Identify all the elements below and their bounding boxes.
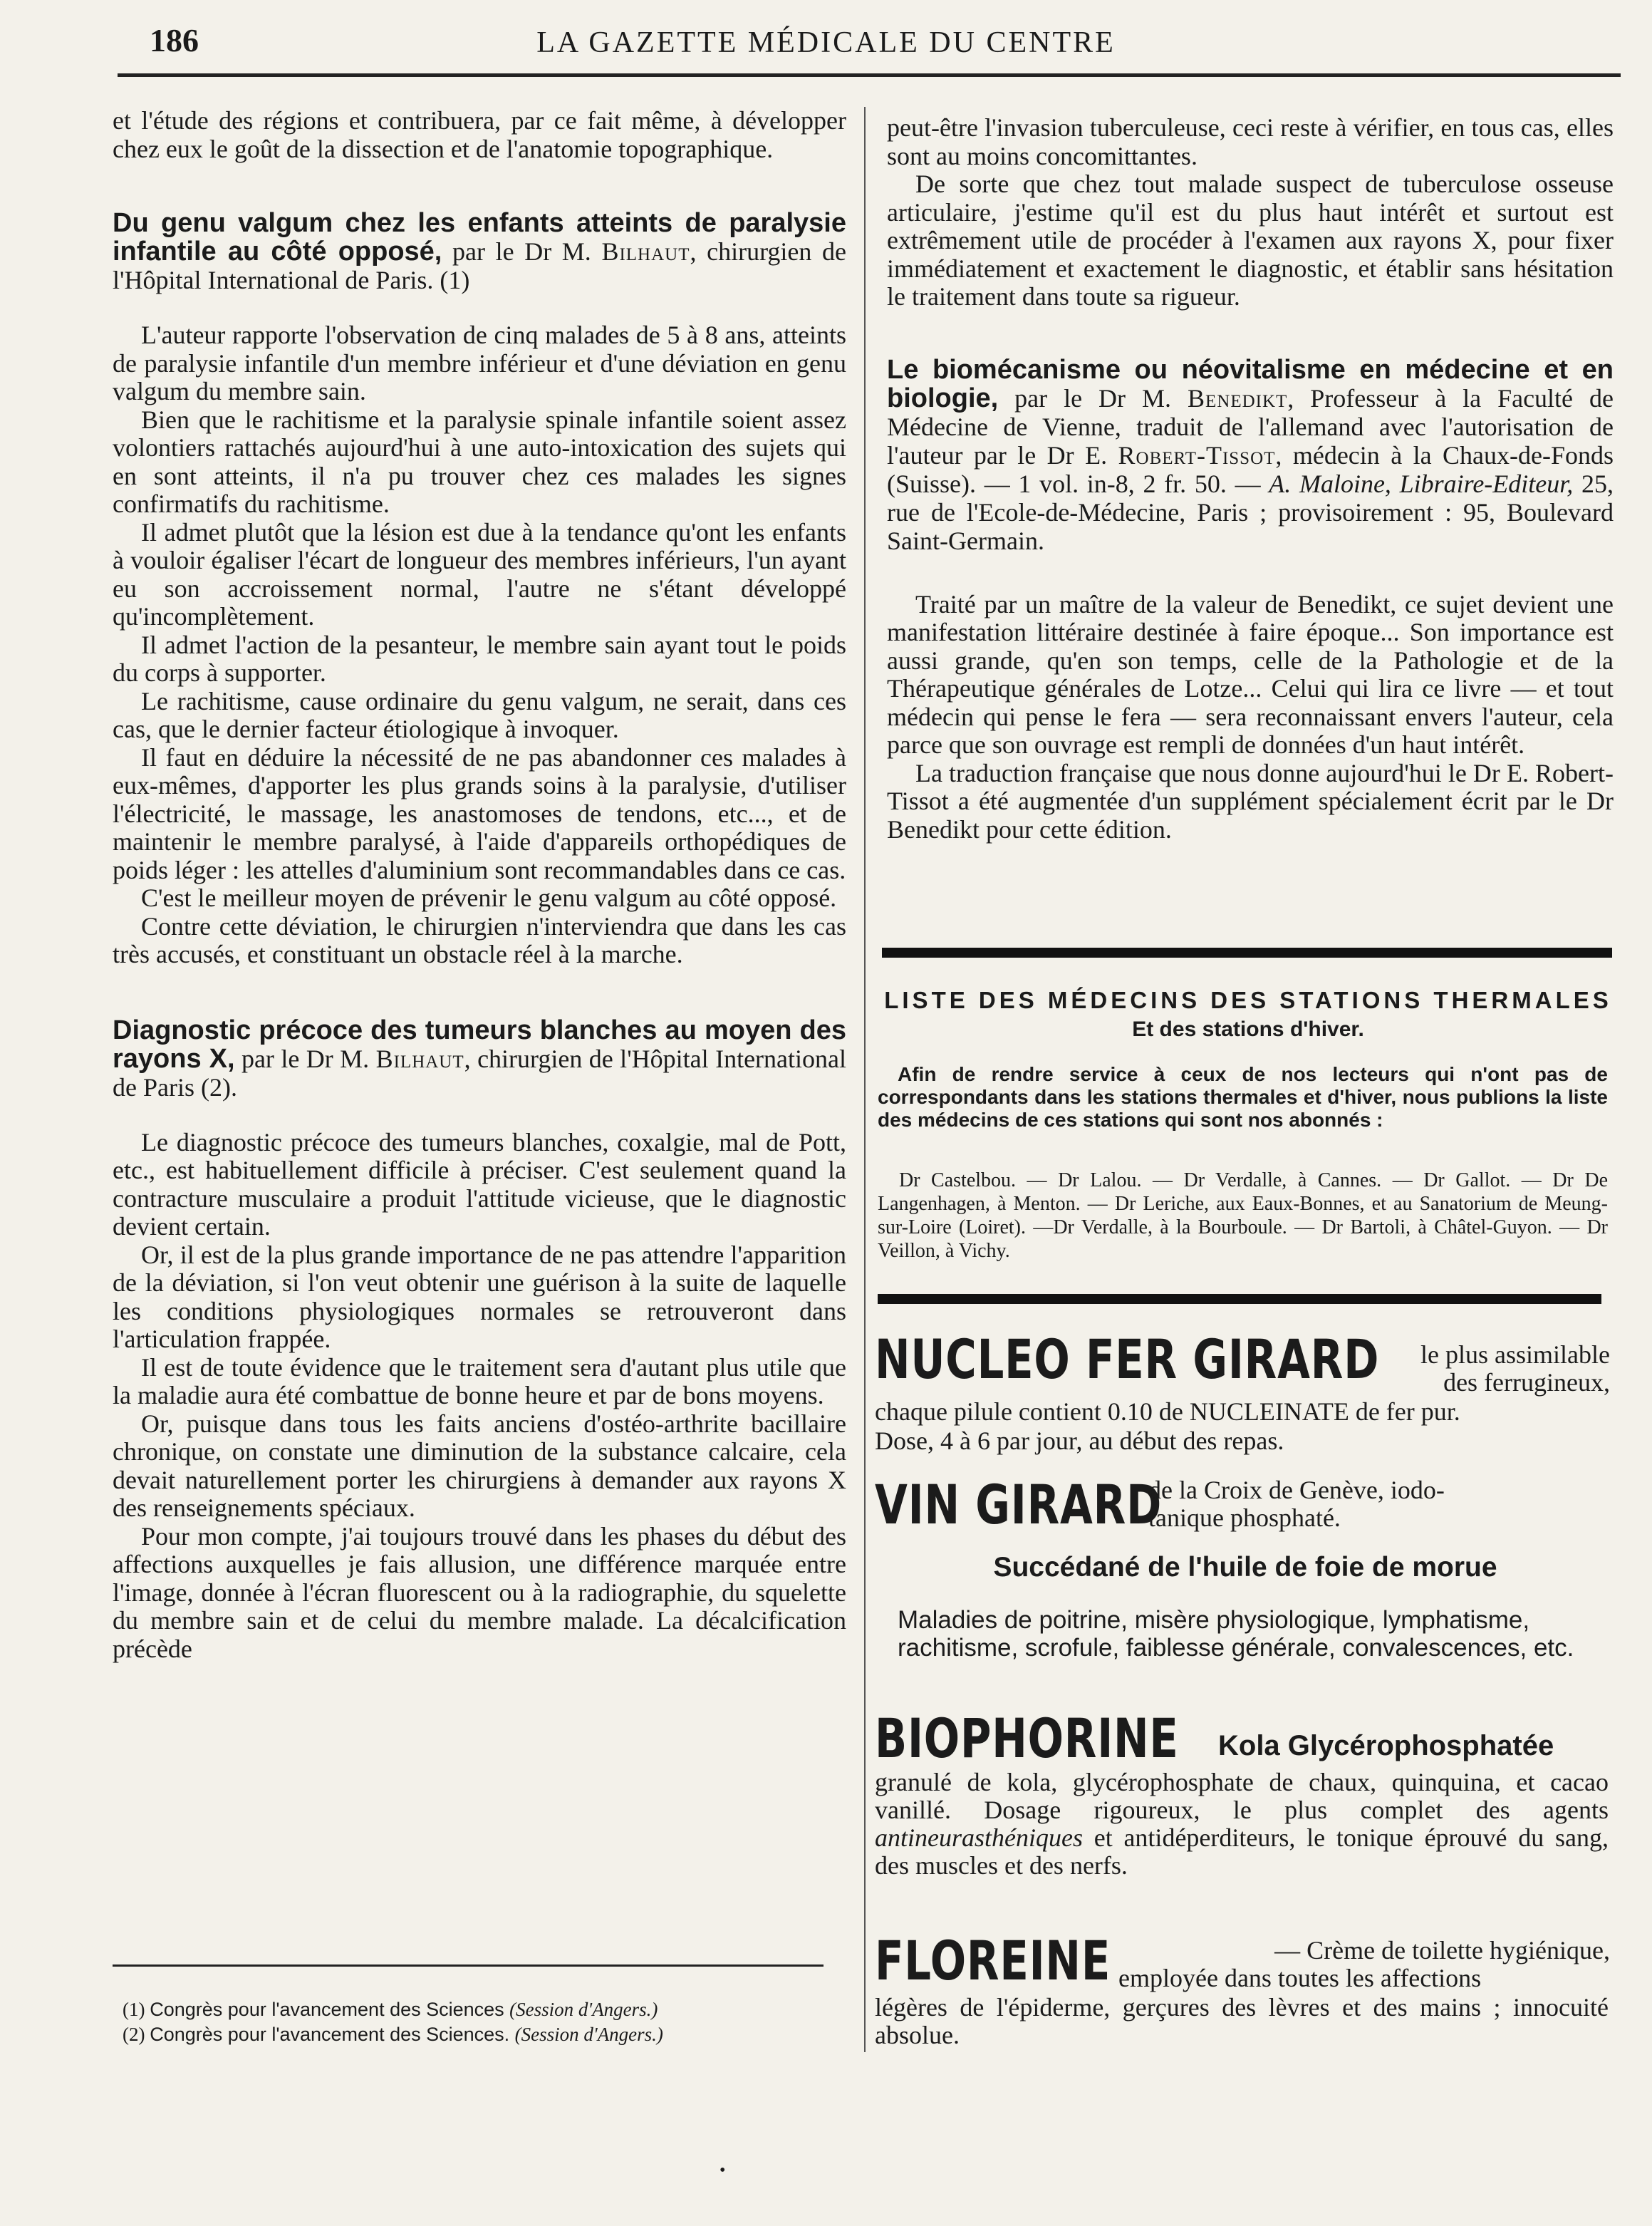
vin-tagline-1: de la Croix de Genève, iodo- — [1148, 1476, 1445, 1504]
footnote-rule — [113, 1964, 824, 1967]
review-author: Benedikt — [1187, 383, 1288, 413]
left-column — [113, 107, 846, 1663]
article1-paragraph: C'est le meilleur moyen de prévenir le genu valgum au côté opposé. — [141, 884, 837, 912]
floreine-tagline-1: — Crème de toilette hygiénique, — [1274, 1936, 1610, 1964]
article1-paragraph: Bien que le rachitisme et la paralysie spinale infantile soient assez volontiers rattachés aujourd'hui à une auto-intoxication des sujets qui en sont atteints, il n'a pu trouver chez ces malades les signes confirmatifs du rachitisme. — [113, 405, 846, 518]
nucleo-fer-girard-brand: NUCLEO FER GIRARD — [875, 1327, 1380, 1391]
stations-subtitle: Et des stations d'hiver. — [1132, 1018, 1364, 1041]
review-details-2: , médecin à la Chaux-de-Fonds (Suisse). — 1 vol. in-8, 2 fr. 50. — — [887, 440, 1614, 498]
footnote-text: Congrès pour l'avancement des Sciences — [150, 1999, 510, 2020]
review-translator: Robert-Tissot — [1118, 440, 1276, 470]
review-publisher: A. Maloine, Libraire-Editeur, — [1269, 469, 1574, 498]
running-head: LA GAZETTE MÉDICALE DU CENTRE — [536, 26, 1116, 59]
floreine-brand: FLOREINE — [875, 1929, 1111, 1992]
review-title: Le biomécanisme ou néovitalisme en médecine et en biologie, — [887, 354, 1614, 413]
review-details: , Professeur à la Faculté de Médecine de Vienne, traduit de l'allemand avec l'autorisation de l'auteur par le Dr E. — [887, 383, 1614, 470]
biophorine-desc-a: granulé de kola, glycérophosphate de chaux, quinquina, et cacao vanillé. Dosage rigoureux, le plus complet des agents — [875, 1768, 1609, 1824]
article1-heading — [113, 209, 846, 294]
carryover-paragraph: et l'étude des régions et contribuera, par ce fait même, à développer chez eux le goût de la dissection et de l'anatomie topographique. — [113, 106, 846, 163]
article1-author: Bilhaut — [601, 237, 690, 266]
vin-description: Maladies de poitrine, misère physiologique, lymphatisme, rachitisme, scrofule, faiblesse générale, convalescences, etc. — [898, 1606, 1574, 1662]
review-by: par le Dr M. — [998, 383, 1188, 413]
article1-paragraph: Il admet l'action de la pesanteur, le membre sain ayant tout le poids du corps à supporter. — [113, 630, 846, 687]
article1-affiliation: , chirurgien de l'Hôpital International de Paris. (1) — [113, 237, 846, 294]
article2-paragraph: Pour mon compte, j'ai toujours trouvé dans les phases du début des affections auxquelles je fais allusion, une différence marquée entre l'image, donnée à l'écran fluorescent ou à la radiographie, du squelette du membre sain et de celui du membre malade. La décalcification précède — [113, 1521, 846, 1663]
nucleo-tagline-1: le plus assimilable — [1420, 1340, 1610, 1369]
stations-title: LISTE DES MÉDECINS DES STATIONS THERMALES — [884, 987, 1612, 1013]
right-column-top — [887, 114, 1614, 844]
nucleo-line1: chaque pilule contient 0.10 de NUCLEINATE de fer pur. — [875, 1397, 1460, 1426]
review-paragraph: Traité par un maître de la valeur de Benedikt, ce sujet devient une manifestation littéraire destinée à faire époque... Son importance est aussi grande, qu'en son temps, celle de la Pathologie et de la Thérapeutique générales de Lotze... Celui qui lira ce livre — et tout médecin qui pense le fera — sera reconnaissant envers l'auteur, cela parce que son ouvrage est rempli de données d'un haut intérêt. — [887, 589, 1614, 759]
vin-tagline — [1148, 1476, 1619, 1532]
article2-by: par le Dr M. — [234, 1044, 376, 1073]
biophorine-desc-b: et antidéperditeurs, le tonique éprouvé du sang, des muscles et des nerfs. — [875, 1823, 1609, 1880]
continued-paragraph: De sorte que chez tout malade suspect de tuberculose osseuse articulaire, j'estime qu'il est du plus haut intérêt et surtout est extrêmement utile de procéder à l'examen aux rayons X, pour fixer immédiatement et exactement le diagnostic, et établir sans hésitation le traitement dans toute sa rigueur. — [887, 170, 1614, 311]
header-rule — [118, 73, 1621, 77]
article1-paragraph: L'auteur rapporte l'observation de cinq malades de 5 à 8 ans, atteints de paralysie infantile d'un membre inférieur et d'une déviation en genu valgum du membre sain. — [113, 321, 846, 405]
nucleo-tagline-2: des ferrugineux, — [1443, 1368, 1610, 1397]
article1-paragraph: Il faut en déduire la nécessité de ne pas abandonner ces malades à eux-mêmes, d'apporter les plus grands soins à la paralysie, d'utiliser l'électricité, le massage, les anastomoses de tendons, etc..., et de maintenir le membre paralysé, à l'aide d'appareils orthopédiques de poids léger : les attelles d'aluminium sont recommandables dans ce cas. — [113, 742, 846, 884]
footnote — [123, 1997, 821, 2021]
article2-paragraph: Le diagnostic précoce des tumeurs blanches, coxalgie, mal de Pott, etc., est habituellement difficile à préciser. C'est seulement quand la contracture musculaire a produit l'attitude vicieuse, que le diagnostic devient certain. — [113, 1127, 846, 1241]
article1-title: Du genu valgum chez les enfants atteints de paralysie infantile au côté opposé, — [113, 208, 846, 266]
review-paragraph: La traduction française que nous donne aujourd'hui le Dr E. Robert-Tissot a été augmentée d'un supplément spécialement écrit par le Dr Benedikt pour cette édition. — [887, 758, 1614, 844]
section-rule — [882, 948, 1612, 958]
nucleo-line2: Dose, 4 à 6 par jour, au début des repas. — [875, 1427, 1284, 1455]
review-heading — [887, 356, 1614, 555]
article2-paragraph: Il est de toute évidence que le traitement sera d'autant plus utile que la maladie aura été combattue de bonne heure et par de bons moyens. — [113, 1352, 846, 1409]
floreine-tagline-2: employée dans toutes les affections — [1118, 1964, 1482, 1992]
footnote-number: (2) — [123, 2024, 145, 2045]
continued-paragraph: peut-être l'invasion tuberculeuse, ceci reste à vérifier, en tous cas, elles sont au moins concomittantes. — [887, 113, 1614, 170]
footnote-session: (Session d'Angers.) — [514, 2024, 663, 2045]
biophorine-description — [875, 1769, 1609, 1880]
review-address: 25, rue de l'Ecole-de-Médecine, Paris ; provisoirement : 95, Boulevard Saint-Germain. — [887, 469, 1614, 555]
nucleo-tagline — [1354, 1341, 1610, 1397]
article2-affiliation: , chirurgien de l'Hôpital International de Paris (2). — [113, 1044, 847, 1102]
footnote-text: Congrès pour l'avancement des Sciences. — [150, 2024, 515, 2045]
review-body — [887, 591, 1614, 844]
floreine-description: légères de l'épiderme, gerçures des lèvres et des mains ; innocuité absolue. — [875, 1993, 1609, 2049]
article1-by: par le Dr M. — [442, 237, 602, 266]
article2-body — [113, 1129, 846, 1664]
biophorine-desc-italic: antineurasthéniques — [875, 1823, 1083, 1852]
article1-body — [113, 321, 846, 969]
biophorine-tagline: Kola Glycérophosphatée — [1218, 1730, 1554, 1761]
article2-title: Diagnostic précoce des tumeurs blanches au moyen des rayons X, — [113, 1015, 846, 1074]
article2-heading — [113, 1016, 846, 1102]
article1-paragraph: Il admet plutôt que la lésion est due à la tendance qu'ont les enfants à vouloir égaliser l'écart de longueur des membres inférieurs, l'un ayant eu son accroissement normal, l'autre ne s'étant développé qu'incomplètement. — [113, 517, 846, 631]
column-separator — [864, 107, 866, 2052]
article1-paragraph: Contre cette déviation, le chirurgien n'interviendra que dans les cas très accusés, et constituant un obstacle réel à la marche. — [113, 911, 846, 968]
floreine-tagline — [1118, 1937, 1610, 1992]
footnote — [123, 2022, 821, 2046]
vin-subtitle: Succédané de l'huile de foie de morue — [993, 1552, 1497, 1583]
article2-paragraph: Or, puisque dans tous les faits anciens d'ostéo-arthrite bacillaire chronique, on constate une diminution de la substance calcaire, cela devait naturellement porter les chirurgiens à demander aux rayons X des renseignements spéciaux. — [113, 1409, 846, 1522]
stations-intro: Afin de rendre service à ceux de nos lecteurs qui n'ont pas de correspondants dans les stations thermales et d'hiver, nous publions la liste des médecins de ces stations qui sont nos abonnés : — [878, 1063, 1608, 1131]
article1-paragraph: Le rachitisme, cause ordinaire du genu valgum, ne serait, dans ces cas, que le dernier facteur étiologique à invoquer. — [113, 686, 846, 743]
article2-author: Bilhaut — [375, 1044, 464, 1073]
footnote-session: (Session d'Angers.) — [509, 1999, 658, 2020]
section-rule — [878, 1294, 1601, 1304]
page-speck: • — [719, 2161, 726, 2180]
biophorine-brand: BIOPHORINE — [875, 1707, 1179, 1770]
vin-girard-brand: VIN GIRARD — [875, 1473, 1163, 1536]
stations-doctor-list: Dr Castelbou. — Dr Lalou. — Dr Verdalle, à Cannes. — Dr Gallot. — Dr De Langenhagen, à Menton. — Dr Leriche, aux Eaux-Bonnes, et au Sanatorium de Meung-sur-Loire (Loiret). —Dr Verdalle, à la Bourboule. — Dr Bartoli, à Châtel-Guyon. — Dr Veillon, à Vichy. — [878, 1169, 1608, 1262]
article2-paragraph: Or, il est de la plus grande importance de ne pas attendre l'apparition de la déviation, si l'on veut obtenir une guérison à la suite de laquelle les conditions physiologiques normales se retrouveront dans l'articulation frappée. — [113, 1240, 846, 1353]
footnote-number: (1) — [123, 1999, 145, 2020]
page-number: 186 — [150, 22, 199, 58]
vin-tagline-2: tanique phosphaté. — [1148, 1503, 1341, 1532]
